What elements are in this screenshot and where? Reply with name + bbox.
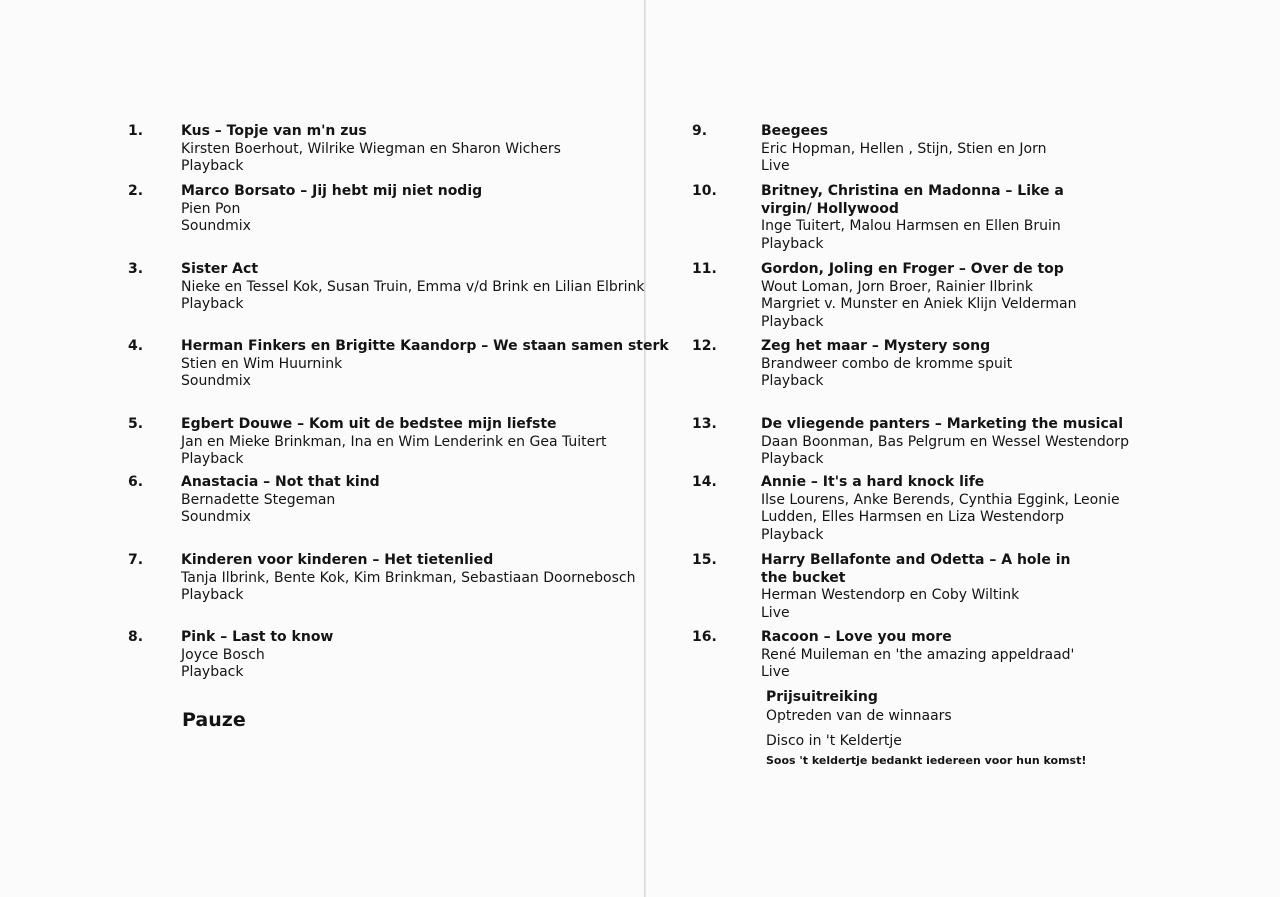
item-performers: Jan en Mieke Brinkman, Ina en Wim Lenderink en Gea Tuitert bbox=[181, 433, 607, 450]
item-type: Playback bbox=[761, 526, 824, 543]
program-item-5 bbox=[128, 416, 607, 469]
item-title: Pink – Last to know bbox=[181, 629, 334, 645]
program-item-11 bbox=[692, 261, 1077, 331]
item-number: 10. bbox=[692, 183, 717, 199]
item-type: Playback bbox=[181, 587, 244, 604]
program-item-2 bbox=[128, 183, 483, 236]
item-performers: Wout Loman, Jorn Broer, Rainier Ilbrink bbox=[761, 278, 1033, 295]
item-number: 6. bbox=[128, 474, 144, 490]
item-title: Sister Act bbox=[181, 261, 259, 277]
item-number: 3. bbox=[128, 261, 144, 277]
program-item-1 bbox=[128, 123, 561, 176]
item-performers: Tanja Ilbrink, Bente Kok, Kim Brinkman, Sebastiaan Doornebosch bbox=[181, 569, 636, 586]
program-item-6 bbox=[128, 474, 380, 527]
program-item-16 bbox=[692, 629, 1075, 682]
program-item-13 bbox=[692, 416, 1129, 469]
item-title: Britney, Christina en Madonna – Like a virgin/ Hollywood bbox=[761, 183, 1064, 217]
award-text: Optreden van de winnaars bbox=[766, 708, 952, 724]
item-title: Gordon, Joling en Froger – Over de top bbox=[761, 261, 1064, 277]
item-title: Racoon – Love you more bbox=[761, 629, 952, 645]
item-number: 11. bbox=[692, 261, 717, 277]
item-performers: Herman Westendorp en Coby Wiltink bbox=[761, 587, 1020, 604]
item-type: Live bbox=[761, 664, 790, 681]
item-performers-continued: Ludden, Elles Harmsen en Liza Westendorp bbox=[761, 509, 1065, 526]
item-performers: René Muileman en 'the amazing appeldraad' bbox=[761, 646, 1075, 663]
item-type: Soundmix bbox=[181, 218, 251, 235]
item-type: Live bbox=[761, 604, 790, 621]
item-type: Playback bbox=[761, 373, 824, 390]
award-title: Prijsuitreiking bbox=[766, 689, 878, 705]
item-type: Playback bbox=[181, 296, 244, 313]
item-title: Kinderen voor kinderen – Het tietenlied bbox=[181, 552, 494, 568]
item-type: Playback bbox=[181, 451, 244, 468]
item-performers-continued: Margriet v. Munster en Aniek Klijn Velderman bbox=[761, 296, 1077, 313]
item-type: Playback bbox=[181, 664, 244, 681]
program-item-9 bbox=[692, 123, 1047, 176]
item-title: Harry Bellafonte and Odetta – A hole in the bucket bbox=[761, 552, 1071, 586]
item-type: Playback bbox=[761, 235, 824, 252]
item-number: 1. bbox=[128, 123, 144, 139]
item-performers: Pien Pon bbox=[181, 200, 241, 217]
item-number: 9. bbox=[692, 123, 708, 139]
item-title: Marco Borsato – Jij hebt mij niet nodig bbox=[181, 183, 483, 199]
item-title: Egbert Douwe – Kom uit de bedstee mijn liefste bbox=[181, 416, 557, 432]
page-fold bbox=[644, 0, 646, 897]
item-number: 14. bbox=[692, 474, 717, 490]
item-type: Playback bbox=[761, 313, 824, 330]
item-title: Beegees bbox=[761, 123, 829, 139]
item-type: Soundmix bbox=[181, 373, 251, 390]
item-performers: Stien en Wim Huurnink bbox=[181, 355, 343, 372]
item-performers: Joyce Bosch bbox=[181, 646, 265, 663]
program-item-12 bbox=[692, 338, 1013, 391]
item-number: 5. bbox=[128, 416, 144, 432]
program-item-14 bbox=[692, 474, 1120, 544]
item-performers: Eric Hopman, Hellen , Stijn, Stien en Jorn bbox=[761, 140, 1047, 157]
item-title: De vliegende panters – Marketing the musical bbox=[761, 416, 1124, 432]
item-performers: Nieke en Tessel Kok, Susan Truin, Emma v/d Brink en Lilian Elbrink bbox=[181, 278, 645, 295]
thanks-text: Soos 't keldertje bedankt iedereen voor hun komst! bbox=[766, 754, 1087, 767]
item-number: 7. bbox=[128, 552, 144, 568]
program-item-15 bbox=[692, 552, 1091, 622]
item-performers: Kirsten Boerhout, Wilrike Wiegman en Sharon Wichers bbox=[181, 140, 561, 157]
item-title: Anastacia – Not that kind bbox=[181, 474, 380, 490]
item-title: Zeg het maar – Mystery song bbox=[761, 338, 991, 354]
item-number: 4. bbox=[128, 338, 144, 354]
item-type: Playback bbox=[761, 451, 824, 468]
item-performers: Daan Boonman, Bas Pelgrum en Wessel Westendorp bbox=[761, 433, 1129, 450]
item-number: 15. bbox=[692, 552, 717, 568]
item-number: 13. bbox=[692, 416, 717, 432]
item-title: Herman Finkers en Brigitte Kaandorp – We staan samen sterk bbox=[181, 338, 669, 354]
program-item-7 bbox=[128, 552, 636, 605]
disco-text: Disco in 't Keldertje bbox=[766, 733, 902, 749]
item-number: 8. bbox=[128, 629, 144, 645]
item-type: Playback bbox=[181, 158, 244, 175]
item-type: Soundmix bbox=[181, 509, 251, 526]
item-performers: Ilse Lourens, Anke Berends, Cynthia Eggink, Leonie bbox=[761, 491, 1120, 508]
program-item-3 bbox=[128, 261, 645, 314]
item-type: Live bbox=[761, 158, 790, 175]
item-number: 16. bbox=[692, 629, 717, 645]
program-item-8 bbox=[128, 629, 334, 682]
item-title: Kus – Topje van m'n zus bbox=[181, 123, 367, 139]
item-title: Annie – It's a hard knock life bbox=[761, 474, 985, 490]
item-performers: Bernadette Stegeman bbox=[181, 491, 336, 508]
item-number: 12. bbox=[692, 338, 717, 354]
item-number: 2. bbox=[128, 183, 144, 199]
item-performers: Brandweer combo de kromme spuit bbox=[761, 355, 1013, 372]
item-performers: Inge Tuitert, Malou Harmsen en Ellen Bruin bbox=[761, 218, 1061, 235]
pause-heading: Pauze bbox=[182, 709, 246, 731]
program-item-4 bbox=[128, 338, 669, 391]
program-item-10 bbox=[692, 183, 1106, 253]
